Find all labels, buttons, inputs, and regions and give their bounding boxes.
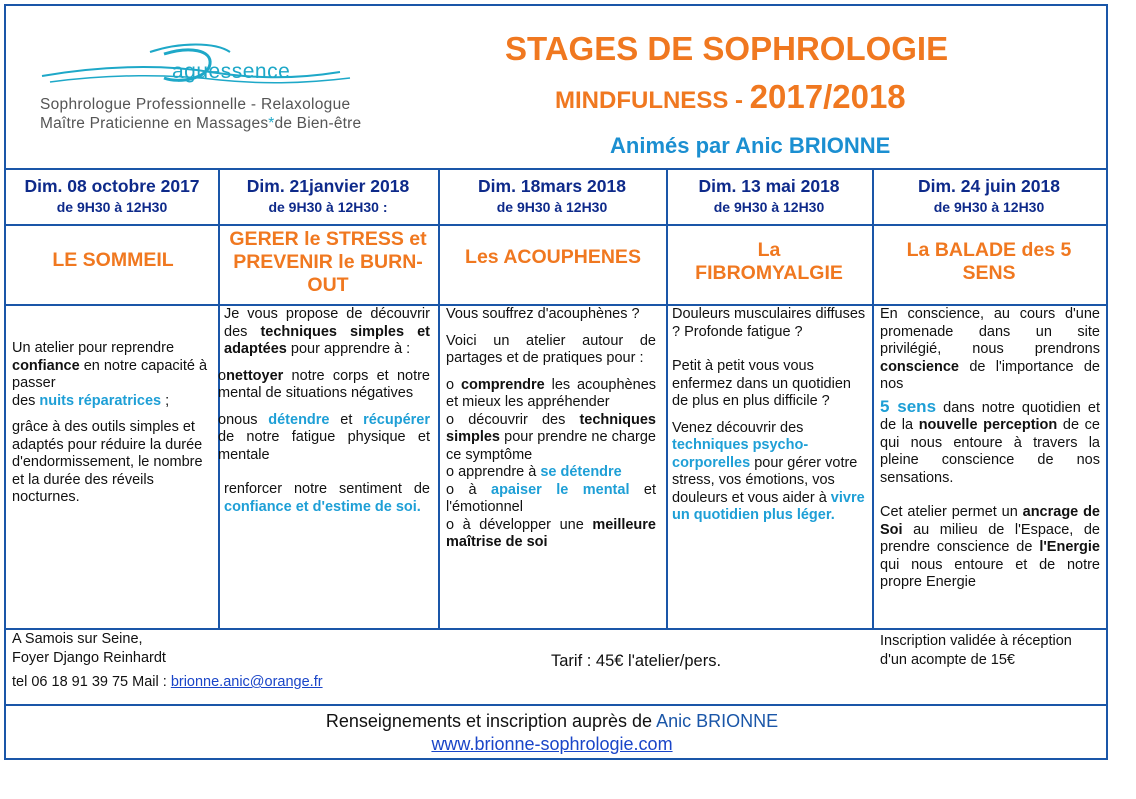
location-info: A Samois sur Seine, Foyer Django Reinhardt tel 06 18 91 39 75 Mail : brionne.anic@orange.fr: [12, 631, 323, 690]
contact-line: Renseignements et inscription auprès de Anic BRIONNE: [325, 711, 779, 731]
page-subtitle: MINDFULNESS - 2017/2018: [555, 78, 906, 115]
divider: [6, 704, 1106, 706]
workshop-title: GERER le STRESS et PREVENIR le BURN-OUT: [229, 227, 427, 296]
website-line: [0, 734, 1104, 755]
workshop-description: En conscience, au cours d'une promenade dans un site privilégié, nous prendrons conscience de l'importance de nos 5 sens dans notre quotidien et de la nouvelle perception de ce qui nous entoure à travers la pleine conscience de nos sensations. Cet atelier permet un ancrage de Soi au milieu de l'Espace, de prendre conscience de l'Energie qui nous entoure et de notre propre Energie: [880, 306, 1100, 590]
workshop-title: La FIBROMYALGIE: [695, 239, 843, 284]
date-cell: Dim. 13 mai 2018 de 9H30 à 12H30: [698, 176, 840, 215]
divider: [438, 168, 440, 628]
date-cell: Dim. 21janvier 2018 de 9H30 à 12H30 :: [246, 176, 410, 215]
workshop-title: Les ACOUPHENES: [465, 245, 641, 268]
workshop-title: LE SOMMEIL: [52, 248, 174, 271]
divider: [872, 168, 874, 628]
date-cell: Dim. 08 octobre 2017 de 9H30 à 12H30: [24, 176, 200, 215]
workshop-title: La BALADE des 5 SENS: [906, 239, 1072, 284]
animator-line: Animés par Anic BRIONNE: [610, 133, 891, 158]
logo-subtitle: Sophrologue Professionnelle - Relaxologue: [40, 96, 351, 113]
logo-subtitle-2: Maître Praticienne en Massages*de Bien-être: [40, 115, 362, 132]
date-cell: Dim. 24 juin 2018 de 9H30 à 12H30: [917, 176, 1060, 215]
logo-wordmark: aguessence: [172, 60, 291, 83]
workshop-description: Vous souffrez d'acouphènes ? Voici un atelier autour de partages et de pratiques pour : o comprendre les acouphènes et mieux les appréhender o découvrir des techniques simples pour prendre ne charge ce symptôme o apprendre à se détendre o à apaiser le mental et l'émotionnel o à développer une meilleure maîtrise de soi: [446, 306, 657, 550]
page-title: STAGES DE SOPHROLOGIE: [505, 30, 949, 67]
workshop-description: Un atelier pour reprendre confiance en notre capacité à passer des nuits réparatrices ; grâce à des outils simples et adaptés pour réduire la durée d'endormissement, le nombre et la durée des réveils nocturnes.: [12, 340, 208, 505]
workshop-description: Je vous propose de découvrir des techniques simples et adaptées pour apprendre à : onettoyer notre corps et notre mental de situations négatives onous détendre et récupérer de notre fatigue physique et mentale renforcer notre sentiment de confiance et d'estime de soi.: [218, 306, 430, 515]
email-link[interactable]: brionne.anic@orange.fr: [170, 674, 323, 690]
logo: [40, 28, 410, 138]
price: Tarif : 45€ l'atelier/pers.: [551, 652, 722, 670]
date-cell: Dim. 18mars 2018 de 9H30 à 12H30: [478, 176, 626, 215]
website-link[interactable]: www.brionne-sophrologie.com: [431, 734, 673, 754]
workshop-description: Douleurs musculaires diffuses ? Profonde fatigue ? Petit à petit vous vous enfermez dans un quotidien de plus en plus difficile ? Venez découvrir des techniques psycho-corporelles pour gérer votre stress, vos émotions, vos douleurs et vous aider à vivre un quotidien plus léger.: [672, 306, 866, 523]
registration-note: Inscription validée à réception d'un acompte de 15€: [880, 633, 1072, 668]
divider: [666, 168, 668, 628]
